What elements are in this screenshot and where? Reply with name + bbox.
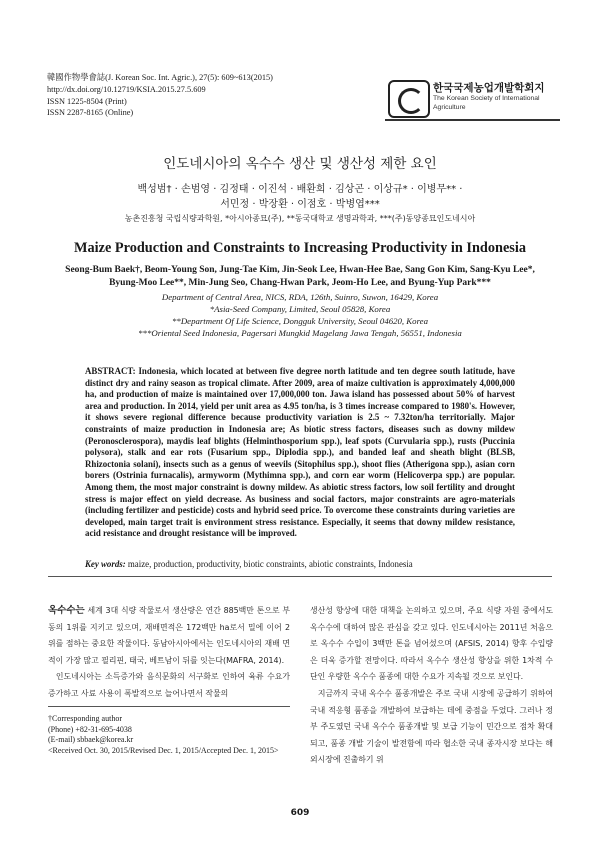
abstract-label: ABSTRACT: bbox=[85, 366, 136, 376]
footnote bbox=[48, 714, 298, 756]
paragraph-text: 세계 3대 식량 작물로서 생산량은 연간 885백만 톤으로 부동의 1위를 지키고 있으며, 재배면적은 172백만 ha로서 밀에 이어 2위를 점하는 중요한 작물이다. 동남아시아에서는 인도네시아의 재배 면적이 가장 많고 필리핀, 태국, 베트남이 뒤를 잇는다(MAFRA, 2014). bbox=[48, 606, 290, 665]
english-authors-line2: Byung-Moo Lee**, Min-Jung Seo, Chang-Hwan Park, Jeom-Ho Lee, and Byung-Yup Park*** bbox=[109, 278, 491, 288]
body-paragraph: 인도네시아는 소득증가와 음식문화의 서구화로 인하여 육류 수요가 증가하고 사료 사용이 폭발적으로 늘어나면서 작물의 bbox=[48, 672, 290, 698]
body-column-left bbox=[48, 603, 290, 703]
body-paragraph: 생산성 향상에 대한 대책을 논의하고 있으며, 주요 식량 자원 중에서도 옥수수에 대하여 많은 관심을 갖고 있다. 인도네시아는 2011년 처음으로 옥수수 수입이 3백만 톤을 넘어섰으며 (AFSIS, 2014) 향후 수입량은 더욱 증가할 전망이다. 따라서 옥수수 생산성 향상을 위한 1차적 수단인 우량한 옥수수 품종에 대한 수요가 지속될 것으로 보인다. bbox=[310, 606, 553, 682]
english-authors-line1: Seong-Bum Baek†, Beom-Young Son, Jung-Tae Kim, Jin-Seok Lee, Hwan-Hee Bae, Sang Gon Kim, Sang-Kyu Lee*, bbox=[65, 265, 535, 275]
journal-citation: 韓國作物學會誌(J. Korean Soc. Int. Agric.), 27(5): 609~613(2015) bbox=[47, 73, 273, 82]
keywords-text: maize, production, productivity, biotic constraints, abiotic constraints, Indonesia bbox=[125, 559, 413, 569]
journal-header bbox=[47, 72, 273, 119]
korean-authors-line1: 백성범† · 손범영 · 김정태 · 이진석 · 배환희 · 김상곤 · 이상규* · 이병무** · bbox=[137, 184, 463, 195]
english-affiliation-4: ***Oriental Seed Indonesia, Pagersari Mungkid Magelang Jawa Tengah, 56551, Indonesia bbox=[138, 328, 462, 338]
body-paragraph: 지금까지 국내 옥수수 품종개발은 주로 국내 시장에 공급하기 위하여 국내 적응형 품종을 개발하여 보급하는 데에 중점을 두었다. 그러나 정부 주도였던 국내 옥수수 품종개발 및 보급 기능이 민간으로 점차 확대되고, 품종 개발 기술이 발전함에 따라 협소한 국내 종자시장 보다는 해외시장에 진출하기 위 bbox=[310, 688, 553, 765]
society-logo bbox=[388, 78, 558, 118]
corresponding-author: †Corresponding author bbox=[48, 714, 122, 723]
english-affiliation-1: Department of Central Area, NICS, RDA, 126th, Suinro, Suwon, 16429, Korea bbox=[161, 292, 439, 302]
issn-print: ISSN 1225-8504 (Print) bbox=[47, 96, 127, 106]
english-affiliation-3: **Department Of Life Science, Dongguk University, Seoul 04620, Korea bbox=[172, 316, 428, 326]
korean-title: 인도네시아의 옥수수 생산 및 생산성 제한 요인 bbox=[163, 156, 437, 172]
english-affiliation-2: *Asia-Seed Company, Limited, Seoul 05828, Korea bbox=[209, 304, 391, 314]
logo-divider bbox=[385, 119, 560, 121]
english-title: Maize Production and Constraints to Increasing Productivity in Indonesia bbox=[74, 240, 526, 256]
author-email[interactable]: (E-mail) sbbaek@korea.kr bbox=[48, 735, 134, 745]
keywords bbox=[85, 559, 515, 569]
section-divider bbox=[48, 576, 552, 577]
society-emblem-icon bbox=[388, 80, 430, 118]
korean-authors-line2: 서민정 · 박장환 · 이점호 · 박병엽*** bbox=[220, 199, 380, 210]
doi-link[interactable]: http://dx.doi.org/10.12719/KSIA.2015.27.5.609 bbox=[47, 84, 206, 94]
lead-word: 옥수수는 bbox=[48, 605, 85, 616]
keywords-label: Key words: bbox=[85, 559, 126, 569]
society-name-en: The Korean Society of International Agriculture bbox=[433, 95, 540, 111]
author-phone: (Phone) +82-31-695-4038 bbox=[48, 724, 132, 734]
issn-online: ISSN 2287-8165 (Online) bbox=[47, 108, 134, 118]
body-column-right bbox=[310, 603, 553, 769]
abstract-text: Indonesia, which located at between five degree north latitude and ten degree south latitude, have distinct dry and rainy season as tropical climate. After 2009, area of maize cultivation is approximately 4,000,000 ha, and production of maize is maintained over 17,000,000 ton. Jawa island has possessed about 50% of harvest area and production. In 2014, yield per unit area as 4.95 ton/ha, is 3 times increase compared to 1980's. However, it shows severe regional difference because productivity variation is 2.5 ~ 7.32ton/ha territorially. Major constraints of maize production in Indonesia are; As biotic stress factors, diseases such as downy mildew (Peronosclerospora), maydis leaf blights (Helminthosporium spp.), leaf spots (Curvularia spp.), rusts (Puccinia polysora), stalk and ear rots (Fusarium spp., Diplodia spp.), and banded leaf and sheath blight (BLSB, Rhizoctonia solani), insects such as a genus of weevils (Sitophilus spp.), shoot flies (Atherigona spp.), asian corn borers (Ostrinia furnacalis), armyworm (Mythimna spp.), and corn ear worm (Helicoverpa spp.) are popular. Among them, the most major constraint is downy mildew. As abiotic stress factors, low soil fertility and drought stress is major effect on yield decrease. As business and social factors, major constraints are agro-materials (including fertilizer and pesticide) costs and hybrid seed price. To overcome these constraints during varieties are developed, main target trait is environment stress resistance. Especially, it seems that downy mildew resistance, acid resistance and drought resistance will be improved. bbox=[85, 366, 515, 539]
abstract bbox=[85, 366, 515, 540]
page-number: 609 bbox=[290, 808, 310, 818]
body-paragraph bbox=[48, 603, 290, 669]
korean-affiliations: 농촌진흥청 국립식량과학원, *아시아종묘(주), **동국대학교 생명과학과, ***(주)동양종묘인도네시아 bbox=[124, 214, 476, 223]
manuscript-dates: <Received Oct. 30, 2015/Revised Dec. 1, 2015/Accepted Dec. 1, 2015> bbox=[48, 745, 279, 755]
footnote-divider bbox=[48, 706, 290, 707]
society-name-kr: 한국국제농업개발학회지 bbox=[433, 82, 545, 94]
